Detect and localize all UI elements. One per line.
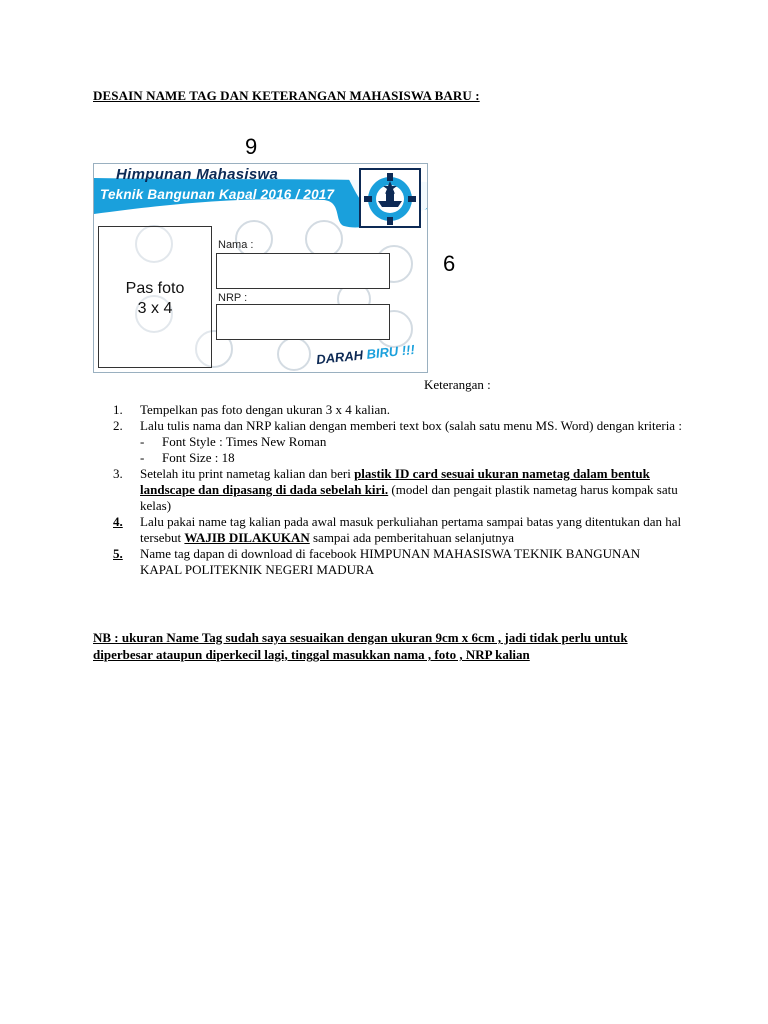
photo-label: Pas foto 3 x 4 [125, 280, 185, 317]
nrp-field-box [216, 304, 390, 340]
note-3: 3. Setelah itu print nametag kalian dan beri plastik ID card sesuai ukuran nametag dalam bentuk landscape dan dipasang di dada sebelah kiri. (model dan pengait plastik nametag harus kompak satu kelas) [113, 466, 678, 513]
keterangan-heading: Keterangan : [424, 377, 491, 392]
card-slogan: DARAH BIRU !!! [315, 341, 416, 368]
card-title-line1: Himpunan Mahasiswa [116, 166, 279, 183]
note-text: Lalu tulis nama dan NRP kalian dengan memberi text box (salah satu menu MS. Word) dengan kriteria : [140, 418, 682, 433]
note-text: Name tag dapan di download di facebook HIMPUNAN MAHASISWA TEKNIK BANGUNAN KAPAL POLITEKNIK NEGERI MADURA [140, 546, 641, 577]
criteria-item: - Font Style : Times New Roman [140, 434, 327, 449]
name-field-box [216, 253, 390, 289]
notes-list [113, 402, 683, 578]
note-number: 1. [113, 402, 123, 417]
card-title-line2: Teknik Bangunan Kapal 2016 / 2017 [100, 187, 335, 202]
note-text: Tempelkan pas foto dengan ukuran 3 x 4 kalian. [140, 402, 390, 417]
note-2 [113, 418, 683, 466]
note-5 [113, 546, 683, 578]
nb-note: NB : ukuran Name Tag sudah saya sesuaikan dengan ukuran 9cm x 6cm , jadi tidak perlu untuk diperbesar ataupun diperkecil lagi, tinggal masukkan nama , foto , NRP kalian [93, 630, 628, 662]
note-4: 4. Lalu pakai name tag kalian pada awal masuk perkuliahan pertama sampai batas yang ditentukan dan hal tersebut WAJIB DILAKUKAN sampai ada pemberitahuan selanjutnya [113, 514, 682, 545]
width-dimension-label: 9 [245, 134, 258, 159]
note-number: 4. [113, 514, 123, 529]
note-number: 5. [113, 546, 123, 561]
criteria-item: - Font Size : 18 [140, 450, 235, 465]
name-tag-card [93, 163, 428, 373]
himpunan-logo-icon [358, 167, 422, 229]
note-number: 2. [113, 418, 123, 433]
note-number: 3. [113, 466, 123, 481]
note-emphasis: WAJIB DILAKUKAN [184, 530, 310, 545]
height-dimension-label: 6 [443, 251, 456, 276]
name-field-label: Nama : [218, 239, 254, 251]
photo-placeholder [98, 226, 212, 368]
page-title: DESAIN NAME TAG DAN KETERANGAN MAHASISWA BARU : [93, 88, 480, 103]
note-1 [113, 402, 683, 418]
nrp-field-label: NRP : [218, 292, 248, 304]
note-emphasis: plastik ID card sesuai ukuran nametag dalam bentuk landscape dan dipasang di dada sebelah kiri. [140, 466, 650, 497]
